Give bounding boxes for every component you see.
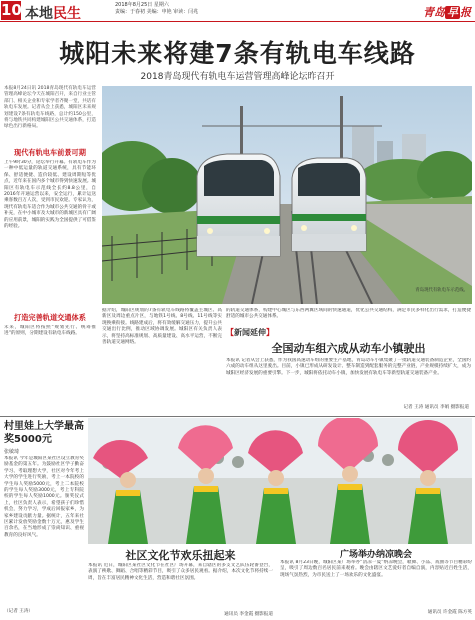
story3-byline: （记者 王涛）	[4, 609, 34, 614]
story3-author: 张敏琦	[4, 449, 20, 455]
lead-body-text-2: 未来，城阳区将按照“规划先行、统筹推进”的原则，分期建设有轨电车线路。	[4, 325, 96, 337]
story3-body	[4, 456, 84, 606]
page-header	[0, 0, 475, 22]
tram-right	[292, 158, 366, 251]
page-number: 10	[1, 1, 22, 19]
story2-body-text: 本报讯 记者从会上获悉，作为我国高速动车组的重要生产基地，青岛动车小镇集聚了一批轨道交通装备制造企业，全国约六成的动车组从这里驶出。目前，小镇已形成从研发设计、整车制造到配套服务的完整产业链，产业规模持续扩大，成为城阳区经济发展的重要引擎。下一步，城阳将依托动车小镇，加快发展有轨电车等新型轨道交通装备产业。	[226, 358, 471, 376]
logo-suffix: 报	[460, 6, 471, 19]
dance-photo	[88, 418, 472, 544]
story5-body	[280, 560, 472, 608]
section-accent: 民生	[53, 6, 81, 22]
story2-byline: 记者 王涛 通讯员 李娟 摄影报道	[403, 405, 469, 410]
newspaper-logo	[423, 4, 471, 20]
staff-line: 责编：于春初 美编：申艳 审读：闫兆	[115, 9, 199, 15]
lead-body-text-3: 据介绍，城阳区规划的7条有轨电车线路将覆盖主城区、高新区及周边重点片区，与地铁1号线、8号线、11号线等实现换乘衔接。线路建成后，将有效缓解交通压力，提升公共交通出行比例，推动区域协调发展。城阳区有关负责人表示，将坚持高标准规划、高质量建设、高水平运营，不断完善轨道交通网络。	[102, 308, 222, 346]
story5-body-text: 本报讯 8月23日晚，城阳区某广场举办“清凉一夏”纳凉晚会，歌舞、小品、戏曲等节目精彩纷呈，吸引了周边数百名居民前来观看。晚会由辖区文艺爱好者自编自演，内容贴近百姓生活，现场气氛热烈，为市民送上了一场欢乐的文化盛宴。	[280, 560, 472, 578]
tram-left	[197, 154, 280, 256]
section-title-system: 打造完善轨道交通体系	[14, 313, 86, 322]
story4-byline: 通讯员 李金霞 摄影报道	[224, 612, 273, 617]
lead-body-text: 上午9时30分，论坛举行开幕。有轨电车作为一种中低运量的轨道交通系统，具有节能环保、舒适便捷、造价较低、建设周期短等优点，近年来在国内多个城市得到快速发展。城阳区有轨电车示范线全长约8.8公里，自2016年开通运营以来，安全运行，累计运送乘客数百万人次，受到市民欢迎。专家认为，现代有轨电车适合作为城市公共交通的骨干或补充，在中小城市及大城市的新城区具有广阔的应用前景，城阳的实践为全国提供了可借鉴的经验。	[4, 160, 96, 230]
section-divider	[0, 416, 475, 417]
story2-kicker	[226, 327, 471, 338]
story3-body-text: 本报讯 今年是城阳区某社区设立教育奖励基金的第五年。为鼓励社区学子勤奋学习、考取理想大学，社区对今年考上大学的学生进行奖励，考上一本院校的学生每人奖励5000元，考上二本院校的学生每人奖励3000元，考上专科院校的学生每人奖励1000元。颁奖仪式上，社区负责人表示，希望孩子们珍惜机会，努力学习，学成后回报家乡，为家乡建设贡献力量。据统计，五年来社区累计发放奖励金数十万元，惠及学生百余名，在当地形成了崇尚知识、重视教育的良好风气。	[4, 456, 84, 538]
logo-prefix: 青岛	[423, 6, 445, 19]
issue-date: 2018年8月25日 星期六	[115, 2, 169, 8]
section-label: 本地	[25, 6, 53, 22]
kicker-bracket-close: 】	[266, 328, 274, 337]
lead-body-col1	[4, 160, 96, 312]
tram-photo	[102, 86, 472, 304]
lead-intro-text: 本报8月24日讯 2018青岛现代有轨电车运营管理高峰论坛今天在城阳召开，来自行业主管部门、相关企业和专家学者齐聚一堂，共话有轨电车发展。记者从会上获悉，城阳区未来规划建设7条有轨电车线路，总计约150公里，将与地铁共同构建城阳区公共交通体系，打造绿色出行新格局。	[4, 86, 96, 130]
lead-body-text-4: 的轨道交通体系，构建中心城区与东西两翼区域间的快速通道，优化公共交通结构，满足市民多样化出行需求，打造便捷舒适的城市公共交通体系。	[226, 308, 471, 320]
lead-body-col1b	[4, 325, 96, 341]
story4-headline: 社区文化节欢乐扭起来	[125, 549, 236, 562]
logo-badge: 早	[447, 6, 458, 19]
section-title-prospects: 现代有轨电车前景可期	[14, 148, 86, 157]
kicker-bracket-open: 【	[226, 328, 234, 337]
story5-headline: 广场举办纳凉晚会	[339, 550, 412, 560]
story2-body	[226, 358, 471, 406]
lead-subhead: 2018青岛现代有轨电车运营管理高峰论坛昨召开	[140, 72, 335, 82]
lead-headline: 城阳未来将建7条有轨电车线路	[59, 39, 416, 68]
section-name	[25, 3, 81, 23]
story2-headline: 全国动车组六成从动车小镇驶出	[271, 342, 426, 355]
issue-info	[115, 2, 198, 16]
tram-illustration	[102, 86, 472, 304]
lead-body-col2	[102, 308, 222, 414]
story4-body	[88, 563, 273, 611]
story4-body-text: 本报讯 近日，城阳区某社区文化节在社区广场开幕，来自辖区的多支文艺队伍轮番登台，表演了秧歌、舞蹈、合唱等精彩节目，吸引了众多居民观看。据介绍，本次文化节将持续一周，旨在丰富居民精神文化生活，营造和谐社区氛围。	[88, 563, 273, 581]
story3-headline: 村里娃上大学最高奖5000元	[4, 421, 84, 445]
photo-caption: 青岛现代有轨电车示范线。	[415, 288, 468, 293]
lead-body-col3	[226, 308, 471, 326]
kicker-text: 新闻延伸	[234, 328, 266, 337]
story5-byline: 通讯员 许金霞 陈方英	[427, 610, 472, 615]
lead-intro	[4, 86, 96, 138]
dance-illustration	[88, 418, 472, 544]
